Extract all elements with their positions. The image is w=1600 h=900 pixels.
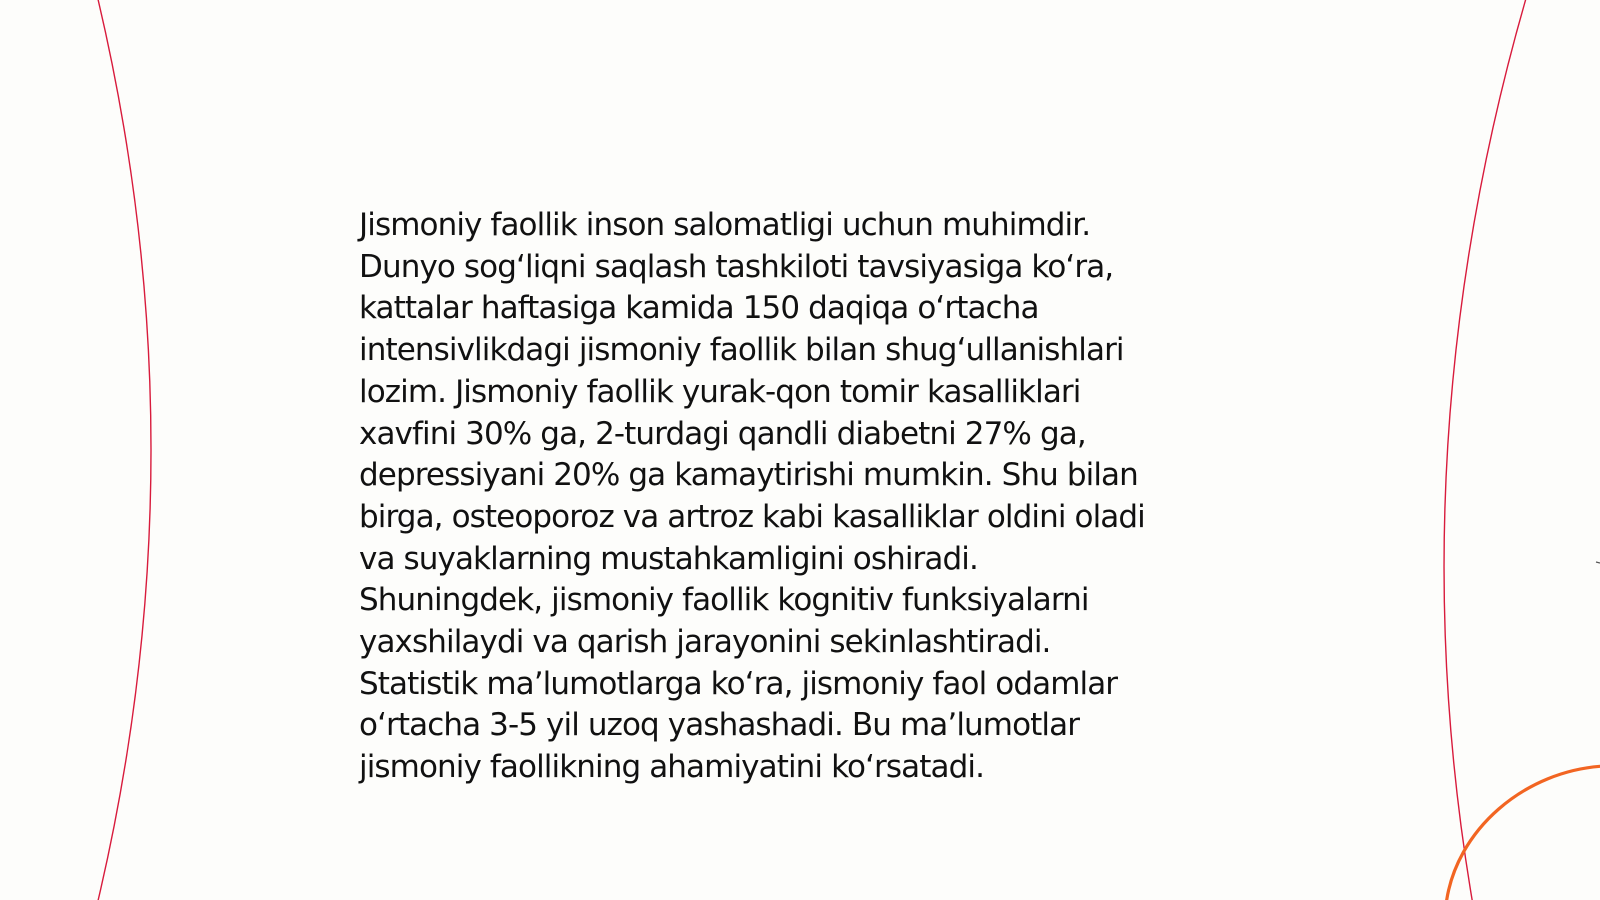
- paragraph-line: o‘rtacha 3-5 yil uzoq yashashadi. Bu ma’lumotlar: [359, 707, 1080, 744]
- paragraph-line: depressiyani 20% ga kamaytirishi mumkin. Shu bilan: [359, 457, 1138, 494]
- paragraph-line: intensivlikdagi jismoniy faollik bilan shug‘ullanishlari: [359, 332, 1124, 369]
- right-curve-decoration: [1444, 0, 1527, 900]
- body-paragraph: [359, 205, 1259, 789]
- paragraph-line: jismoniy faollikning ahamiyatini ko‘rsatadi.: [359, 749, 985, 786]
- paragraph-line: va suyaklarning mustahkamligini oshiradi.: [359, 540, 978, 577]
- paragraph-line: kattalar haftasiga kamida 150 daqiqa o‘rtacha: [359, 290, 1039, 327]
- small-tick-mark: [1596, 562, 1600, 563]
- paragraph-line: Shuningdek, jismoniy faollik kognitiv funksiyalarni: [359, 582, 1089, 619]
- left-curve-decoration: [97, 0, 151, 900]
- paragraph-line: birga, osteoporoz va artroz kabi kasalliklar oldini oladi: [359, 498, 1145, 535]
- paragraph-line: Dunyo sog‘liqni saqlash tashkiloti tavsiyasiga ko‘ra,: [359, 248, 1114, 285]
- paragraph-line: yaxshilaydi va qarish jarayonini sekinlashtiradi.: [359, 624, 1051, 661]
- paragraph-line: lozim. Jismoniy faollik yurak-qon tomir kasalliklari: [359, 373, 1081, 410]
- paragraph-line: xavfini 30% ga, 2-turdagi qandli diabetni 27% ga,: [359, 415, 1086, 452]
- paragraph-line: Statistik ma’lumotlarga ko‘ra, jismoniy faol odamlar: [359, 665, 1118, 702]
- paragraph-line: Jismoniy faollik inson salomatligi uchun muhimdir.: [359, 207, 1091, 243]
